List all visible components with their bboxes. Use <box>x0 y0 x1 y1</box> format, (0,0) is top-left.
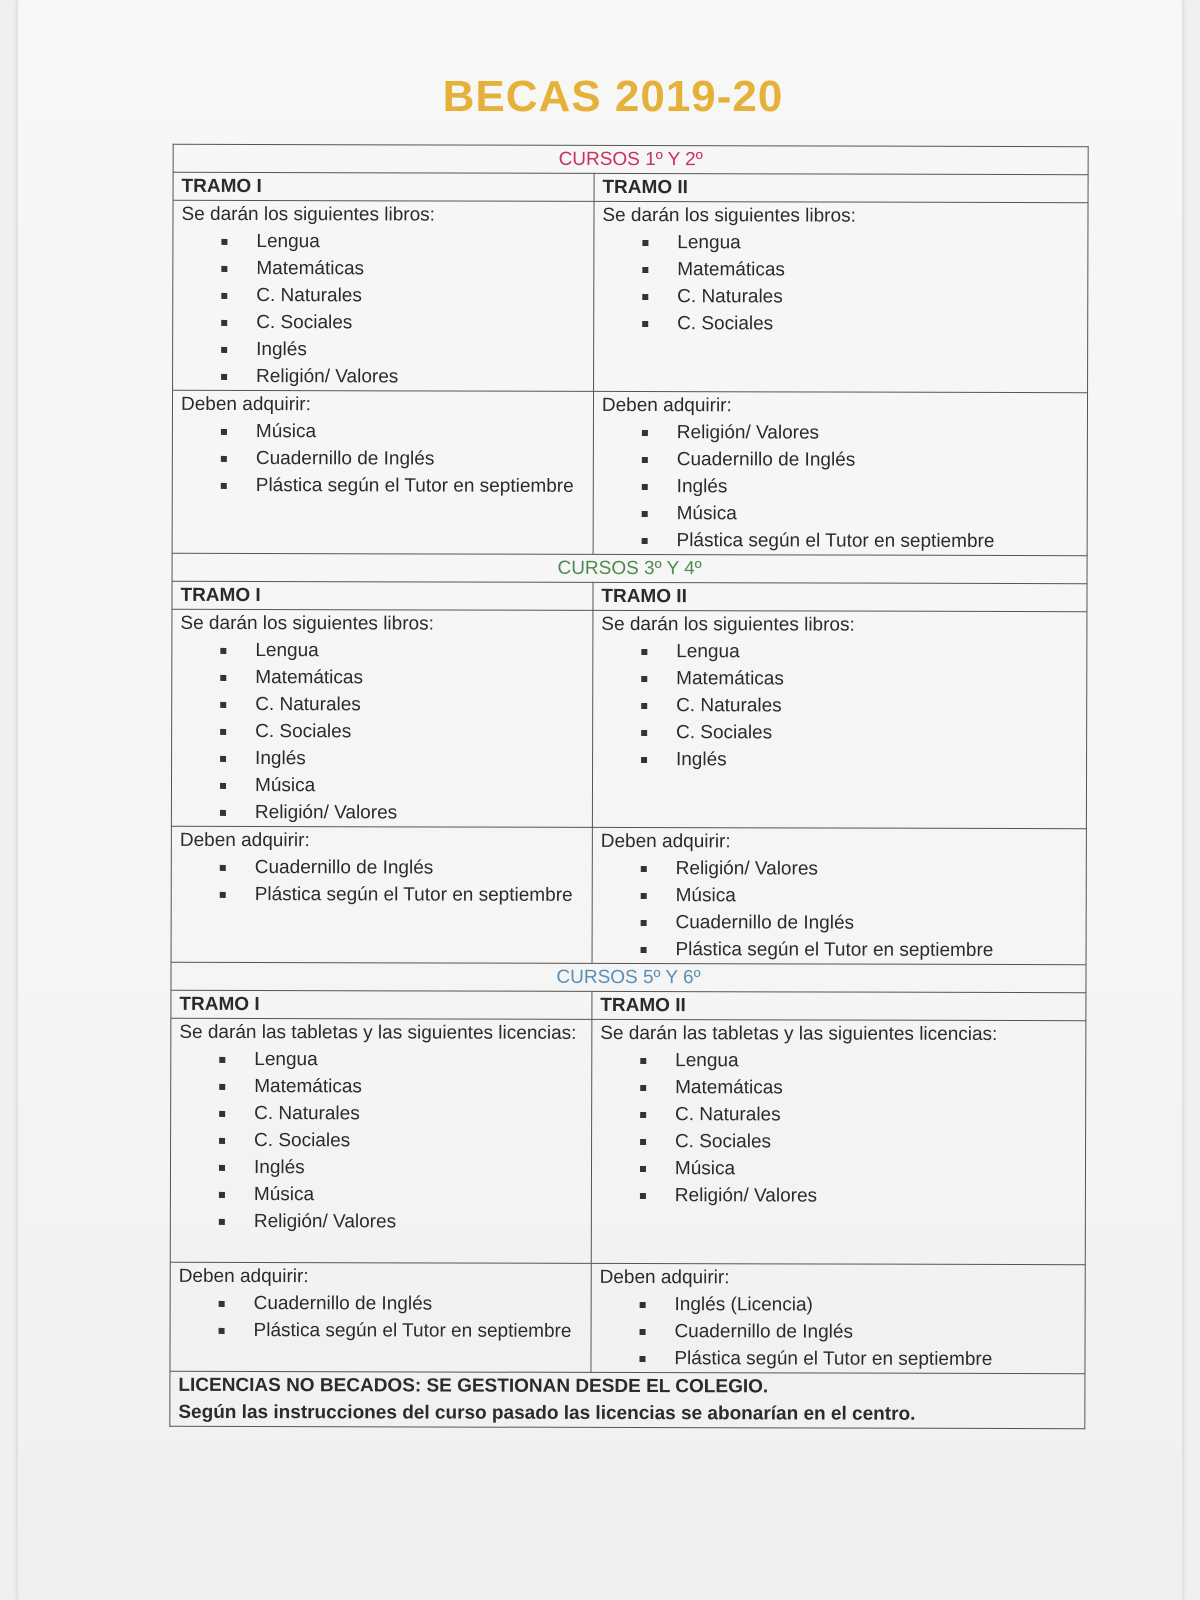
buy-items-cell <box>172 390 593 554</box>
list-item: Plástica según el Tutor en septiembre <box>636 527 1078 555</box>
list-item: Música <box>637 500 1079 528</box>
list-item: Matemáticas <box>215 664 584 692</box>
course-heading: CURSOS 3º Y 4º <box>172 553 1087 583</box>
list-item: C. Sociales <box>635 1128 1077 1156</box>
list-item: Cuadernillo de Inglés <box>635 909 1077 937</box>
list-item: Plástica según el Tutor en septiembre <box>214 1317 583 1345</box>
list-item: Música <box>214 1181 583 1209</box>
list-item: C. Naturales <box>216 282 585 310</box>
list-item: Música <box>215 772 584 800</box>
footer-line-1: LICENCIAS NO BECADOS: SE GESTIONAN DESDE EL COLEGIO. <box>178 1374 769 1398</box>
list-item: C. Naturales <box>214 1100 583 1128</box>
given-list <box>179 1046 583 1236</box>
footer-line-2: Según las instrucciones del curso pasado las licencias se abonarían en el centro. <box>178 1401 916 1425</box>
document-page <box>18 0 1182 1600</box>
buy-label: Deben adquirir: <box>179 829 310 852</box>
buy-label: Deben adquirir: <box>600 830 731 853</box>
list-item: Cuadernillo de Inglés <box>214 1290 583 1318</box>
list-item: Inglés <box>637 473 1079 501</box>
given-list <box>600 1047 1078 1210</box>
given-label: Se darán los siguientes libros: <box>601 613 855 636</box>
given-items-cell <box>593 201 1088 392</box>
given-list <box>181 228 585 391</box>
buy-list <box>601 419 1078 555</box>
list-item: C. Sociales <box>215 718 584 746</box>
list-item: Matemáticas <box>637 256 1079 284</box>
list-item: Cuadernillo de Inglés <box>215 854 584 882</box>
list-item: Lengua <box>216 228 585 256</box>
buy-list <box>179 1290 583 1345</box>
tramo-label: TRAMO II <box>592 991 1086 1020</box>
tramo-label: TRAMO II <box>594 173 1088 202</box>
given-list <box>602 229 1079 338</box>
list-item: Inglés <box>216 336 585 364</box>
list-item: Matemáticas <box>635 1074 1077 1102</box>
given-label: Se darán los siguientes libros: <box>602 204 856 227</box>
list-item: C. Sociales <box>216 309 585 337</box>
given-label: Se darán las tabletas y las siguientes licencias: <box>600 1022 998 1045</box>
buy-list <box>599 1291 1076 1373</box>
list-item: Religión/ Valores <box>637 419 1079 447</box>
tramo-label: TRAMO I <box>172 581 593 610</box>
course-heading: CURSOS 5º Y 6º <box>171 962 1086 992</box>
list-item: Lengua <box>635 1047 1077 1075</box>
list-item: Lengua <box>215 637 584 665</box>
list-item: Matemáticas <box>636 665 1078 693</box>
given-label: Se darán las tabletas y las siguientes licencias: <box>179 1021 577 1044</box>
list-item: Música <box>635 1155 1077 1183</box>
list-item: Plástica según el Tutor en septiembre <box>634 1345 1076 1373</box>
list-item: Música <box>636 882 1078 910</box>
list-item: Inglés <box>215 745 584 773</box>
buy-list <box>180 854 584 909</box>
list-item: Plástica según el Tutor en septiembre <box>216 472 585 500</box>
buy-items-cell <box>170 1262 591 1372</box>
buy-label: Deben adquirir: <box>599 1266 730 1289</box>
buy-items-cell <box>171 826 592 963</box>
buy-label: Deben adquirir: <box>601 394 732 417</box>
list-item: C. Sociales <box>637 310 1079 338</box>
list-item: C. Sociales <box>636 719 1078 747</box>
buy-label: Deben adquirir: <box>178 1265 309 1288</box>
list-item: Religión/ Valores <box>214 1208 583 1236</box>
given-items-cell <box>591 1019 1086 1264</box>
tramo-label: TRAMO I <box>171 990 592 1019</box>
list-item: Religión/ Valores <box>215 799 584 827</box>
given-items-cell <box>592 610 1087 828</box>
given-items-cell <box>170 1018 592 1263</box>
list-item: C. Naturales <box>637 283 1079 311</box>
list-item: Lengua <box>637 229 1079 257</box>
list-item: Lengua <box>636 638 1078 666</box>
course-heading: CURSOS 1º Y 2º <box>173 144 1088 174</box>
buy-items-cell <box>592 827 1086 964</box>
list-item: C. Naturales <box>636 692 1078 720</box>
given-items-cell <box>173 200 594 391</box>
list-item: Cuadernillo de Inglés <box>216 445 585 473</box>
list-item: Inglés (Licencia) <box>634 1291 1076 1319</box>
tramo-label: TRAMO II <box>593 582 1087 611</box>
list-item: Religión/ Valores <box>636 855 1078 883</box>
list-item: Plástica según el Tutor en septiembre <box>635 936 1077 964</box>
list-item: Matemáticas <box>216 255 585 283</box>
buy-list <box>181 418 585 500</box>
list-item: Cuadernillo de Inglés <box>637 446 1079 474</box>
buy-list <box>600 855 1077 964</box>
given-label: Se darán los siguientes libros: <box>181 203 436 226</box>
list-item: Plástica según el Tutor en septiembre <box>215 881 584 909</box>
document-title: BECAS 2019-20 <box>442 72 784 121</box>
list-item: Inglés <box>636 746 1078 774</box>
list-item: Lengua <box>214 1046 583 1074</box>
list-item: Religión/ Valores <box>635 1182 1077 1210</box>
list-item: Religión/ Valores <box>216 363 585 391</box>
scholarship-table <box>169 144 1088 1429</box>
footer-note <box>170 1371 1085 1428</box>
given-list <box>180 637 584 827</box>
buy-label: Deben adquirir: <box>180 393 311 416</box>
list-item: Inglés <box>214 1154 583 1182</box>
given-label: Se darán los siguientes libros: <box>180 612 434 635</box>
given-list <box>601 638 1078 774</box>
buy-items-cell <box>593 391 1088 555</box>
list-item: Música <box>216 418 585 446</box>
list-item: C. Naturales <box>635 1101 1077 1129</box>
list-item: Matemáticas <box>214 1073 583 1101</box>
given-items-cell <box>171 609 592 827</box>
tramo-label: TRAMO I <box>173 172 594 201</box>
list-item: C. Sociales <box>214 1127 583 1155</box>
list-item: C. Naturales <box>215 691 584 719</box>
buy-items-cell <box>591 1263 1085 1373</box>
list-item: Cuadernillo de Inglés <box>634 1318 1076 1346</box>
